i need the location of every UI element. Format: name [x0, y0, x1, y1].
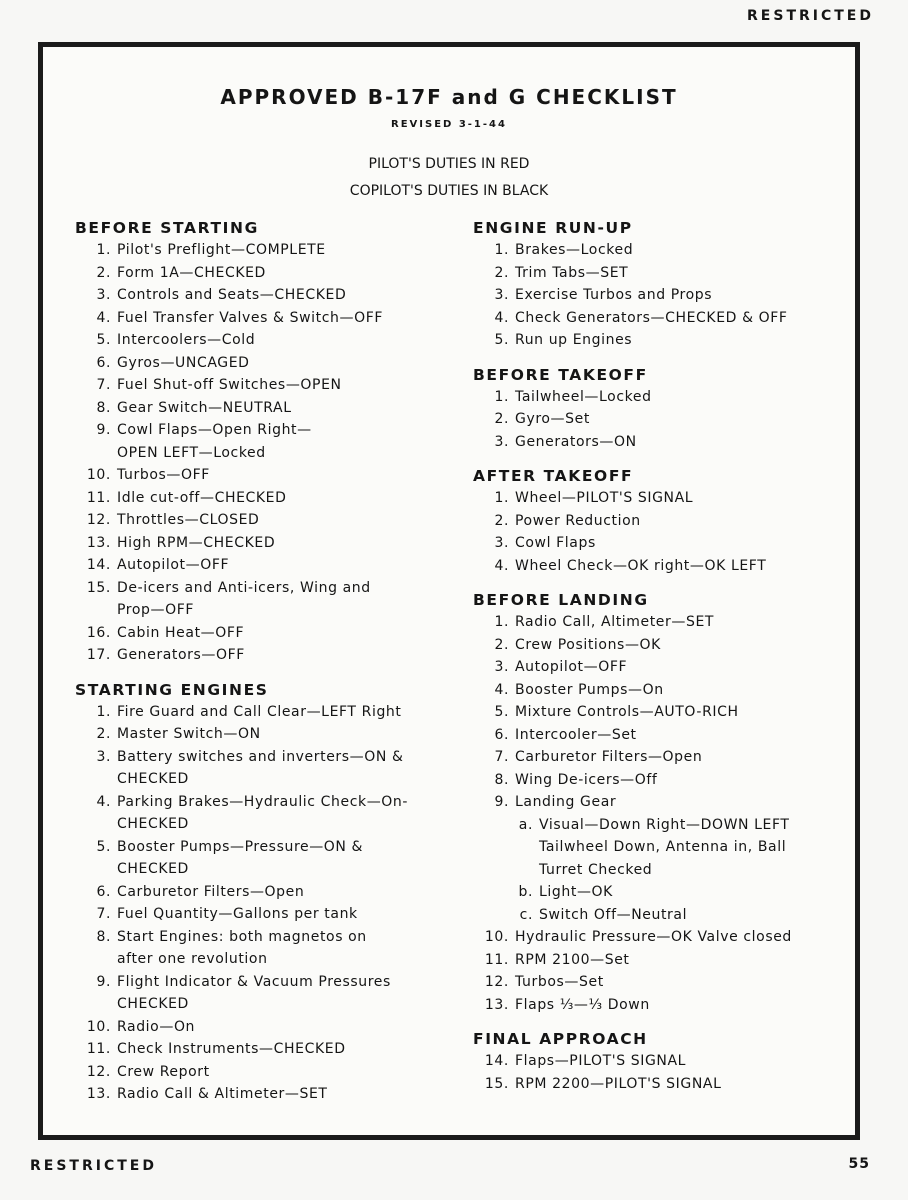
item-number: 1. [494, 490, 509, 506]
item-number: 4. [494, 681, 509, 698]
item-number: 14. [484, 1053, 509, 1069]
item-text: Autopilot—OFF [515, 659, 628, 675]
item-text: CHECKED [117, 771, 189, 787]
item-text: Throttles—CLOSED [117, 512, 260, 528]
item-number [75, 993, 117, 1016]
item-number: 4. [494, 309, 509, 326]
checklist-item [473, 859, 853, 882]
item-number [75, 858, 117, 881]
checklist-item [473, 510, 853, 533]
item-number: 2. [96, 264, 111, 281]
checklist-item [75, 397, 455, 420]
item-text: Cowl Flaps [515, 535, 596, 551]
section-title: AFTER TAKEOFF [473, 467, 634, 485]
item-number [473, 859, 539, 882]
item-text: Parking Brakes—Hydraulic Check—On- [117, 793, 409, 810]
checklist-item [473, 307, 853, 330]
checklist-item [75, 509, 455, 532]
item-number: 5. [494, 332, 509, 348]
section-title: BEFORE STARTING [75, 219, 259, 237]
item-text: Check Generators—CHECKED & OFF [515, 309, 788, 326]
checklist-item [75, 284, 455, 307]
item-text: Master Switch—ON [117, 726, 261, 742]
item-number: 6. [494, 726, 509, 743]
item-number: 7. [494, 749, 509, 765]
item-text: Brakes—Locked [515, 242, 634, 258]
section-title: FINAL APPROACH [473, 1030, 648, 1048]
checklist-item [473, 1073, 853, 1096]
checklist-item [75, 858, 455, 881]
item-number: 7. [96, 906, 111, 922]
item-number: 1. [494, 242, 509, 258]
item-text: Intercoolers—Cold [117, 332, 256, 348]
checklist-item [75, 487, 455, 510]
item-text: Fuel Shut-off Switches—OPEN [117, 377, 342, 393]
revised-date: REVISED 3-1-44 [391, 119, 507, 130]
item-number: 11. [86, 1041, 111, 1057]
item-number: 1. [494, 614, 509, 630]
checklist-item [75, 701, 455, 724]
checklist-item [75, 329, 455, 352]
checklist-item [75, 352, 455, 375]
item-text: CHECKED [117, 861, 189, 877]
item-number: 3. [96, 287, 111, 303]
item-text: Radio Call & Altimeter—SET [117, 1086, 328, 1102]
item-text: Visual—Down Right—DOWN LEFT [539, 816, 790, 833]
item-number: 12. [86, 1063, 111, 1080]
checklist-item [473, 679, 853, 702]
checklist-title: APPROVED B-17F and G CHECKLIST [220, 85, 678, 109]
item-number: 3. [494, 287, 509, 303]
checklist-item [473, 555, 853, 578]
item-text: Gear Switch—NEUTRAL [117, 399, 292, 416]
checklist-item [75, 948, 455, 971]
checklist-item [75, 836, 455, 859]
checklist-item [75, 881, 455, 904]
checklist-item [75, 374, 455, 397]
item-text: Pilot's Preflight—COMPLETE [117, 242, 326, 258]
item-number: 9. [96, 422, 111, 438]
item-text: Light—OK [539, 884, 613, 900]
item-number: 13. [86, 534, 111, 551]
item-text: Booster Pumps—Pressure—ON & [117, 838, 364, 855]
item-number: 2. [494, 636, 509, 653]
item-text: Tailwheel—Locked [515, 388, 652, 405]
checklist-item [75, 903, 455, 926]
item-text: Carburetor Filters—Open [117, 883, 305, 900]
duties-legend [43, 151, 855, 205]
checklist-item [75, 532, 455, 555]
checklist-item [473, 408, 853, 431]
item-number [75, 948, 117, 971]
checklist-item [473, 881, 853, 904]
item-number: 9. [494, 794, 509, 810]
checklist-item [473, 994, 853, 1017]
item-text: Radio—On [117, 1018, 196, 1035]
item-text: Run up Engines [515, 332, 633, 348]
checklist-item [75, 1083, 455, 1106]
item-text: Gyro—Set [515, 411, 590, 427]
item-text: Generators—OFF [117, 647, 245, 663]
checklist-item [473, 701, 853, 724]
item-text: Check Instruments—CHECKED [117, 1041, 346, 1057]
restricted-header: RESTRICTED [747, 8, 874, 24]
item-text: Wing De-icers—Off [515, 771, 658, 788]
checklist-item [75, 307, 455, 330]
item-text: Landing Gear [515, 794, 617, 810]
item-number [75, 813, 117, 836]
item-text: Start Engines: both magnetos on [117, 928, 367, 945]
restricted-footer: RESTRICTED [30, 1158, 157, 1174]
item-number: 1. [494, 388, 509, 405]
item-text: Fuel Transfer Valves & Switch—OFF [117, 309, 384, 326]
checklist-item [75, 768, 455, 791]
checklist-item [75, 622, 455, 645]
item-text: Carburetor Filters—Open [515, 749, 703, 765]
item-number: 3. [494, 535, 509, 551]
checklist-item [473, 611, 853, 634]
item-number [473, 836, 539, 859]
item-text: Turbos—OFF [117, 467, 210, 483]
checklist-item [75, 1016, 455, 1039]
item-text: Mixture Controls—AUTO-RICH [515, 704, 739, 720]
checklist-item [75, 746, 455, 769]
checklist-item [75, 464, 455, 487]
checklist-item [473, 656, 853, 679]
item-number: a. [518, 816, 533, 833]
checklist-item [75, 723, 455, 746]
item-number: b. [518, 884, 533, 900]
item-text: Turret Checked [539, 861, 653, 878]
item-text: OPEN LEFT—Locked [117, 444, 266, 461]
item-number: 2. [96, 726, 111, 742]
checklist-item [75, 926, 455, 949]
checklist-item [473, 791, 853, 814]
item-number: 8. [494, 771, 509, 788]
section-title: ENGINE RUN-UP [473, 219, 633, 237]
left-column [75, 217, 455, 1106]
item-number: 1. [96, 703, 111, 720]
item-number: 10. [86, 1018, 111, 1035]
item-number: 10. [86, 467, 111, 483]
item-text: Switch Off—Neutral [539, 906, 688, 923]
checklist-item [473, 431, 853, 454]
item-number: 2. [494, 264, 509, 281]
item-number: 4. [96, 793, 111, 810]
item-number: 4. [96, 309, 111, 326]
checklist-item [473, 262, 853, 285]
checklist-item [75, 813, 455, 836]
checklist-item [473, 836, 853, 859]
checklist-item [75, 971, 455, 994]
checklist-item [473, 487, 853, 510]
item-number: 5. [494, 704, 509, 720]
item-number: 6. [96, 883, 111, 900]
item-text: Fire Guard and Call Clear—LEFT Right [117, 703, 402, 720]
section-title: STARTING ENGINES [75, 680, 269, 699]
item-number: 3. [494, 659, 509, 675]
item-number: 15. [484, 1075, 509, 1092]
item-number: 4. [494, 557, 509, 574]
checklist-item [473, 329, 853, 352]
item-number: 14. [86, 557, 111, 573]
item-text: Generators—ON [515, 433, 637, 450]
item-number: 3. [96, 748, 111, 765]
checklist-item [473, 239, 853, 262]
item-text: Form 1A—CHECKED [117, 264, 266, 281]
item-number: 15. [86, 579, 111, 596]
checklist-item [75, 262, 455, 285]
item-text: CHECKED [117, 996, 189, 1012]
checklist-item [75, 554, 455, 577]
checklist-item [473, 386, 853, 409]
section-title: BEFORE TAKEOFF [473, 365, 648, 384]
item-number: 12. [484, 974, 509, 990]
item-number: 6. [96, 354, 111, 371]
item-number: 8. [96, 928, 111, 945]
item-number: 5. [96, 332, 111, 348]
item-number [75, 768, 117, 791]
checklist-item [75, 577, 455, 600]
item-text: De-icers and Anti-icers, Wing and [117, 579, 371, 596]
item-number: 9. [96, 973, 111, 990]
item-text: Radio Call, Altimeter—SET [515, 614, 715, 630]
item-text: Prop—OFF [117, 602, 195, 618]
item-number [75, 442, 117, 465]
right-column [473, 217, 853, 1095]
pilot-duties-note: PILOT'S DUTIES IN RED [368, 156, 530, 172]
item-number: 7. [96, 377, 111, 393]
checklist-item [75, 1038, 455, 1061]
item-number: 10. [484, 929, 509, 945]
section-title: BEFORE LANDING [473, 591, 649, 609]
item-number: 13. [86, 1086, 111, 1102]
item-text: Turbos—Set [515, 974, 604, 990]
checklist-item [473, 724, 853, 747]
item-text: Flaps ⅓—⅓ Down [515, 996, 650, 1013]
item-text: Wheel—PILOT'S SIGNAL [515, 490, 694, 506]
item-text: Flaps—PILOT'S SIGNAL [515, 1053, 687, 1069]
item-text: Idle cut-off—CHECKED [117, 489, 287, 506]
item-number: 17. [86, 647, 111, 663]
checklist-item [473, 634, 853, 657]
checklist-item [75, 993, 455, 1016]
item-text: Intercooler—Set [515, 726, 637, 743]
item-text: Crew Positions—OK [515, 636, 661, 653]
checklist-item [473, 814, 853, 837]
item-number: c. [519, 906, 533, 923]
item-number: 16. [86, 624, 111, 641]
item-text: Autopilot—OFF [117, 557, 230, 573]
item-number: 13. [484, 996, 509, 1013]
checklist-item [75, 791, 455, 814]
item-number: 1. [96, 242, 111, 258]
checklist-item [75, 419, 455, 442]
checklist-item [75, 239, 455, 262]
checklist-item [473, 949, 853, 972]
item-text: RPM 2200—PILOT'S SIGNAL [515, 1075, 722, 1092]
page-number: 55 [848, 1156, 870, 1172]
item-text: Crew Report [117, 1063, 210, 1080]
checklist-item [473, 926, 853, 949]
item-text: Battery switches and inverters—ON & [117, 748, 404, 765]
item-text: Flight Indicator & Vacuum Pressures [117, 973, 391, 990]
checklist-item [473, 532, 853, 555]
item-text: High RPM—CHECKED [117, 534, 276, 551]
item-text: Controls and Seats—CHECKED [117, 287, 347, 303]
item-text: Fuel Quantity—Gallons per tank [117, 906, 358, 922]
item-text: Cabin Heat—OFF [117, 624, 245, 641]
checklist-item [473, 1050, 853, 1073]
item-text: Tailwheel Down, Antenna in, Ball [539, 839, 787, 855]
item-text: after one revolution [117, 951, 268, 967]
item-number: 3. [494, 433, 509, 450]
checklist-item [75, 442, 455, 465]
checklist-item [75, 644, 455, 667]
item-number: 12. [86, 512, 111, 528]
checklist-item [75, 1061, 455, 1084]
item-number: 11. [484, 951, 509, 968]
item-number: 2. [494, 512, 509, 529]
checklist-item [473, 769, 853, 792]
checklist-frame [38, 42, 860, 1140]
checklist-item [473, 904, 853, 927]
item-text: Exercise Turbos and Props [515, 287, 713, 303]
item-number [75, 599, 117, 622]
item-text: Booster Pumps—On [515, 681, 664, 698]
item-text: Gyros—UNCAGED [117, 354, 250, 371]
item-number: 8. [96, 399, 111, 416]
item-number: 11. [86, 489, 111, 506]
item-text: Hydraulic Pressure—OK Valve closed [515, 929, 792, 945]
checklist-item [75, 599, 455, 622]
item-text: Cowl Flaps—Open Right— [117, 422, 312, 438]
checklist-item [473, 746, 853, 769]
item-number: 5. [96, 838, 111, 855]
copilot-duties-note: COPILOT'S DUTIES IN BLACK [349, 183, 549, 199]
item-text: Wheel Check—OK right—OK LEFT [515, 557, 767, 574]
checklist-item [473, 284, 853, 307]
item-text: RPM 2100—Set [515, 951, 630, 968]
item-number: 2. [494, 411, 509, 427]
item-text: Trim Tabs—SET [515, 264, 629, 281]
checklist-item [473, 971, 853, 994]
item-text: Power Reduction [515, 512, 641, 529]
item-text: CHECKED [117, 816, 189, 832]
